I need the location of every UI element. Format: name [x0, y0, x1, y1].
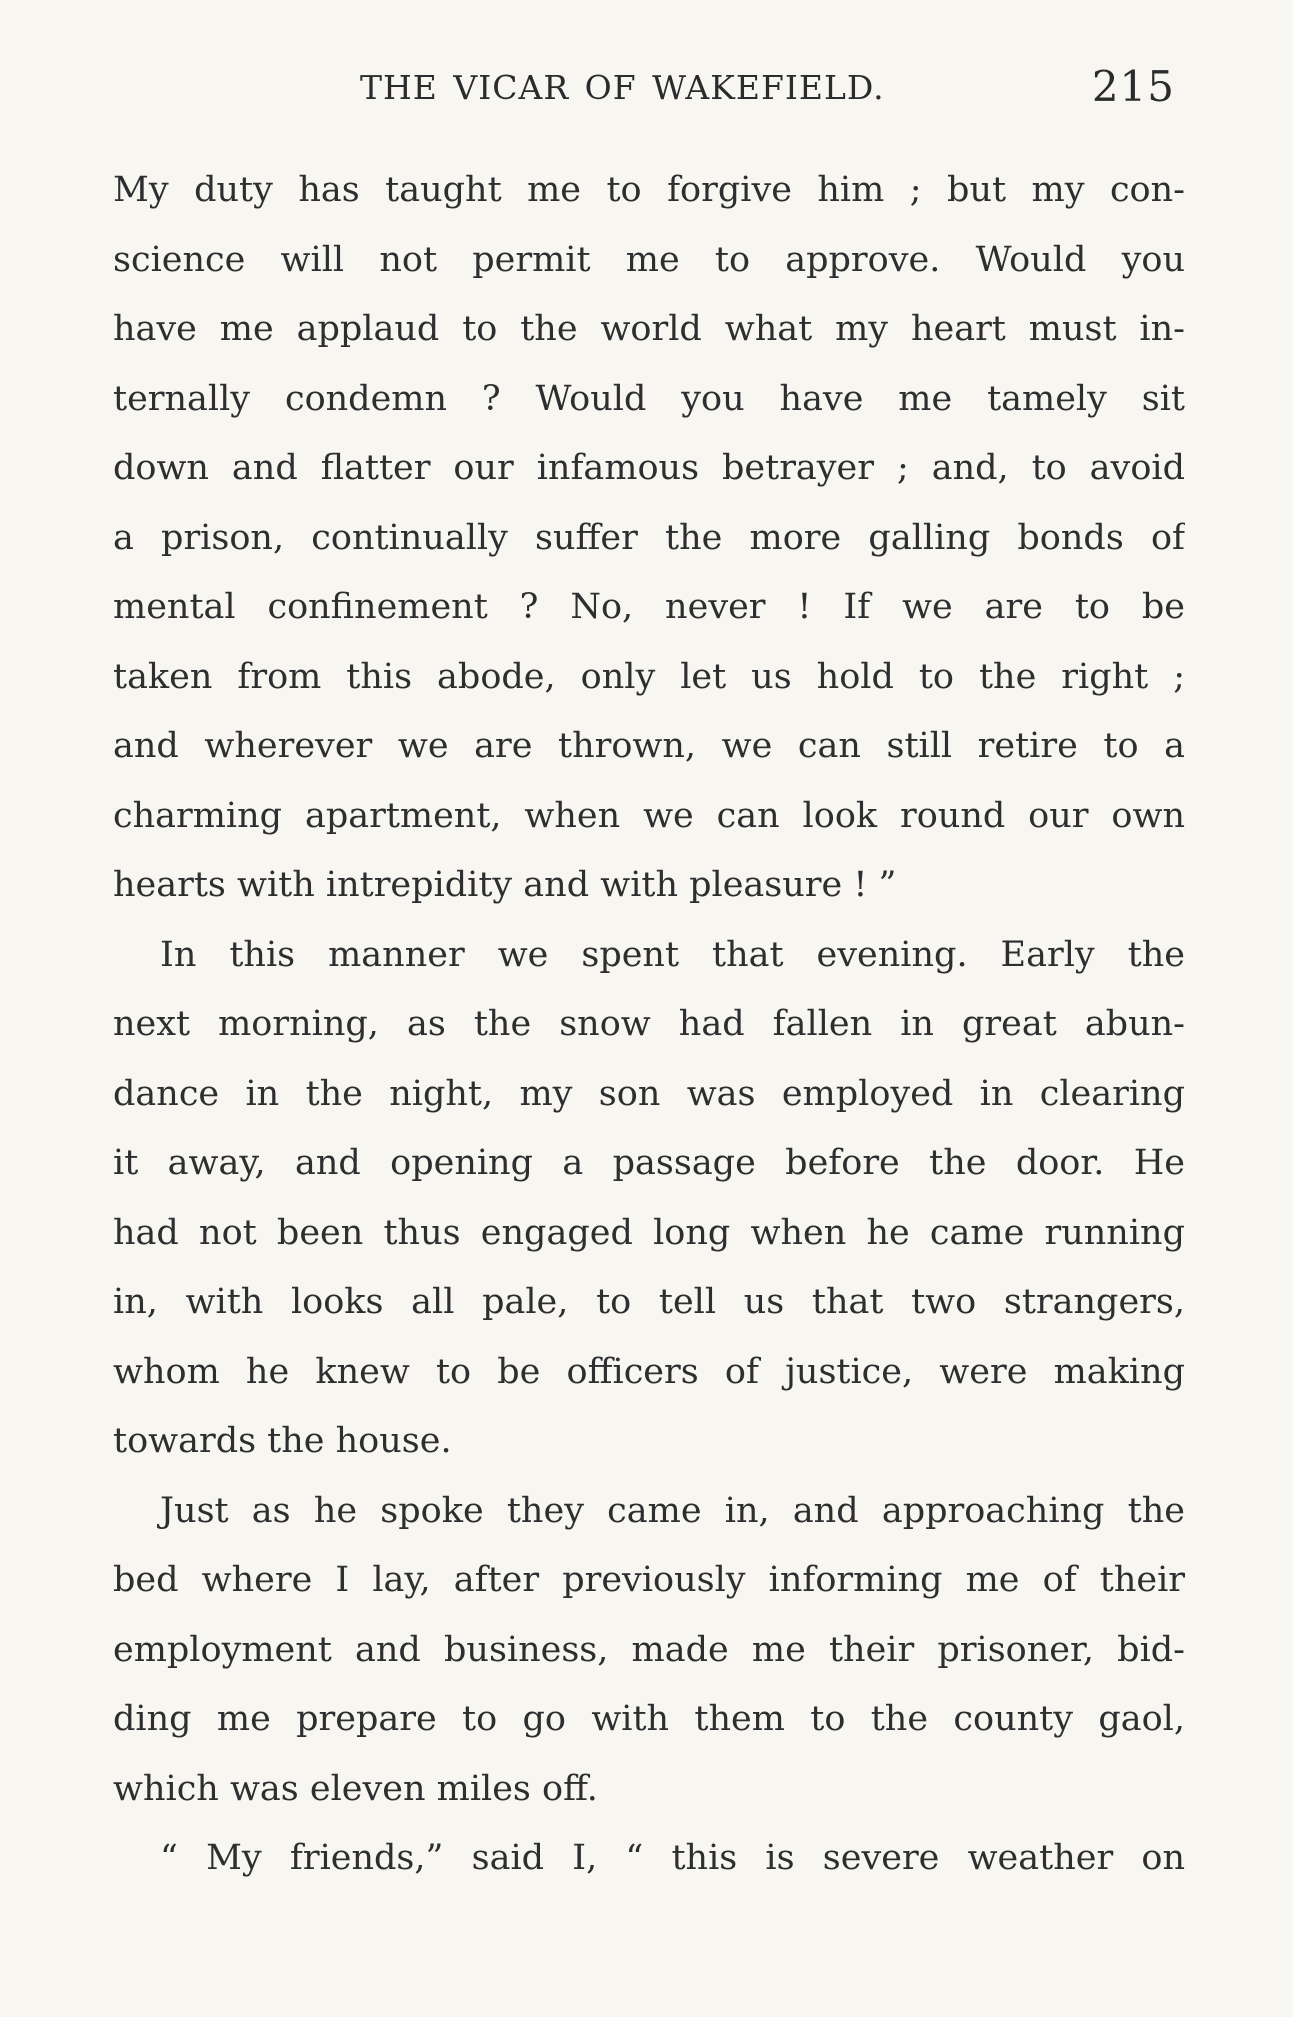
text-line: dance in the night, my son was employed in clearing — [113, 1073, 1185, 1114]
paragraph — [113, 1824, 1185, 1894]
running-title: THE VICAR OF WAKEFIELD. — [360, 68, 885, 107]
text-line: charming apartment, when we can look round our own — [113, 795, 1185, 836]
text-line: mental confinement ? No, never ! If we are to be — [113, 587, 1185, 627]
text-line: have me applaud to the world what my heart must in- — [113, 309, 1185, 349]
text-line: ding me prepare to go with them to the county gaol, — [113, 1699, 1185, 1739]
text-line: towards the house. — [113, 1421, 452, 1461]
page-header — [113, 62, 1175, 112]
text-line: In this manner we spent that evening. Early the — [160, 934, 1185, 975]
body-text — [113, 156, 1185, 1894]
text-line: taken from this abode, only let us hold to the right ; — [113, 656, 1185, 697]
text-line: a prison, continually suffer the more galling bonds of — [113, 517, 1185, 558]
paragraph — [113, 156, 1185, 921]
text-line: hearts with intrepidity and with pleasure ! ” — [113, 865, 897, 905]
text-line: “ My friends,” said I, “ this is severe weather on — [160, 1838, 1185, 1878]
text-line: Just as he spoke they came in, and approaching the — [160, 1490, 1185, 1531]
text-line: My duty has taught me to forgive him ; but my con- — [113, 170, 1185, 210]
paragraph — [113, 1477, 1185, 1825]
text-line: next morning, as the snow had fallen in great abun- — [113, 1004, 1185, 1044]
text-line: ternally condemn ? Would you have me tamely sit — [113, 378, 1185, 419]
text-line: and wherever we are thrown, we can still retire to a — [113, 726, 1185, 766]
text-line: science will not permit me to approve. Would you — [113, 239, 1185, 280]
text-line: employment and business, made me their prisoner, bid- — [113, 1629, 1185, 1670]
text-line: down and flatter our infamous betrayer ; and, to avoid — [113, 448, 1185, 488]
text-line: which was eleven miles off. — [113, 1768, 598, 1809]
page-number: 215 — [1091, 62, 1175, 111]
text-line: it away, and opening a passage before the door. He — [113, 1143, 1185, 1183]
paragraph — [113, 921, 1185, 1477]
text-line: had not been thus engaged long when he came running — [113, 1212, 1185, 1253]
text-line: in, with looks all pale, to tell us that two strangers, — [113, 1282, 1185, 1322]
text-line: bed where I lay, after previously informing me of their — [113, 1560, 1185, 1600]
text-line: whom he knew to be officers of justice, were making — [113, 1351, 1185, 1392]
